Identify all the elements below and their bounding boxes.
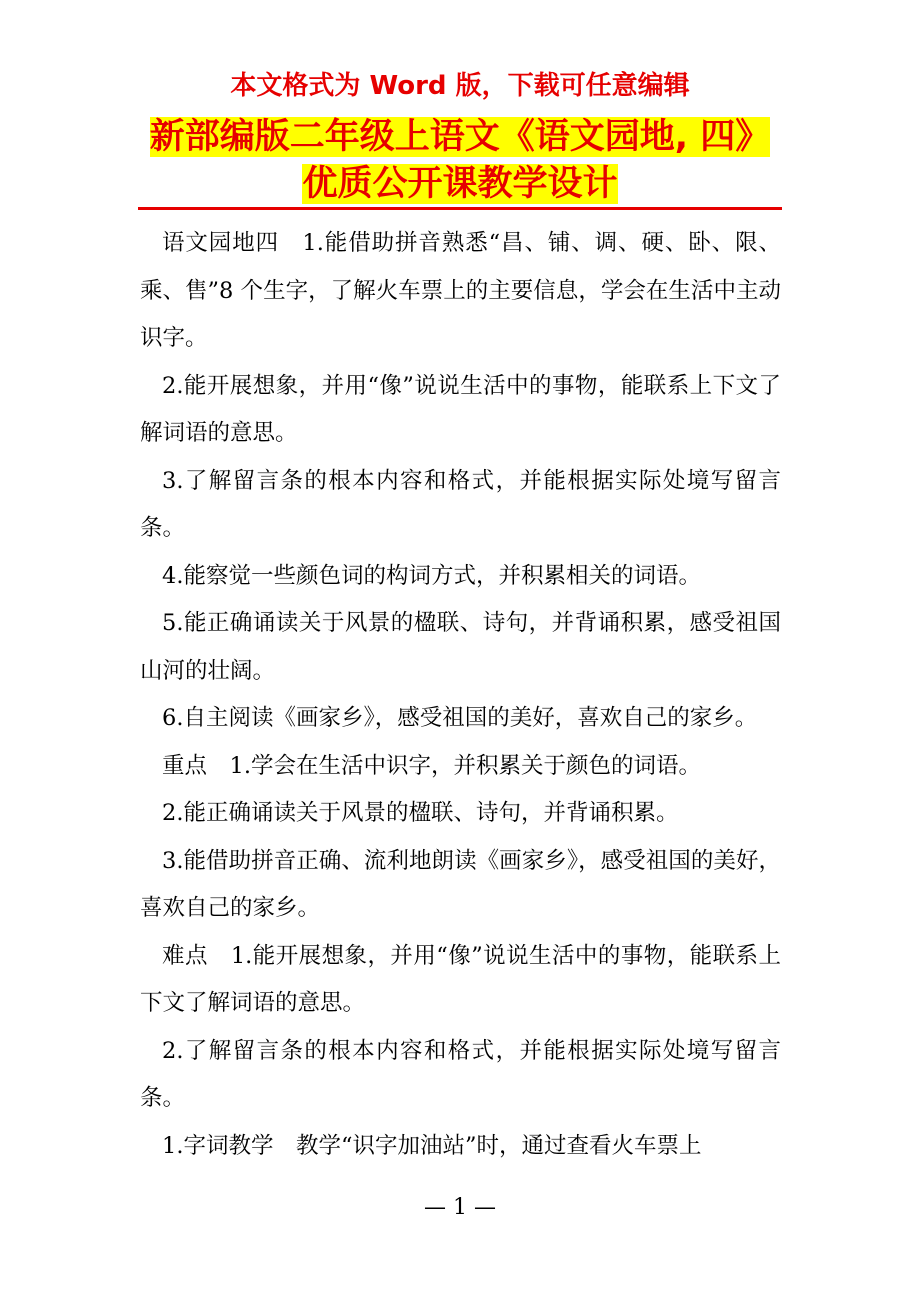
paragraph: 1.字词教学 教学“识字加油站”时，通过查看火车票上 <box>162 1132 702 1159</box>
paragraph: 2.能正确诵读关于风景的楹联、诗句，并背诵积累。 <box>162 800 679 826</box>
page-number: — 1 — <box>424 1195 496 1220</box>
document-title <box>138 114 782 208</box>
paragraph: 3.能借助拼音正确、流利地朗读《画家乡》，感受祖国的美好，喜欢自己的家乡。 <box>140 847 781 921</box>
title-text: 新部编版二年级上语文《语文园地, 四》优质公开课教学设计 <box>149 117 771 204</box>
title-divider <box>138 207 782 210</box>
paragraph: 重点 1.学会在生活中识字，并积累关于颜色的词语。 <box>162 752 701 779</box>
paragraph: 3.了解留言条的根本内容和格式，并能根据实际处境写留言条。 <box>140 467 781 541</box>
document-body <box>140 220 781 1170</box>
paragraph: 2.了解留言条的根本内容和格式，并能根据实际处境写留言条。 <box>140 1037 781 1111</box>
paragraph: 6.自主阅读《画家乡》，感受祖国的美好，喜欢自己的家乡。 <box>162 705 758 731</box>
paragraph: 5.能正确诵读关于风景的楹联、诗句，并背诵积累，感受祖国山河的壮阔。 <box>140 610 781 684</box>
paragraph: 4.能察觉一些颜色词的构词方式，并积累相关的词语。 <box>162 562 701 589</box>
download-notice: 本文格式为 Word 版，下载可任意编辑 <box>230 71 690 101</box>
paragraph: 2.能开展想象，并用“像”说说生活中的事物，能联系上下文了解词语的意思。 <box>140 372 781 446</box>
paragraph: 难点 1.能开展想象，并用“像”说说生活中的事物，能联系上下文了解词语的意思。 <box>140 942 781 1016</box>
paragraph: 语文园地四 1.能借助拼音熟悉“昌、铺、调、硬、卧、限、乘、售”8 个生字，了解火车票上的主要信息，学会在生活中主动识字。 <box>140 230 781 351</box>
